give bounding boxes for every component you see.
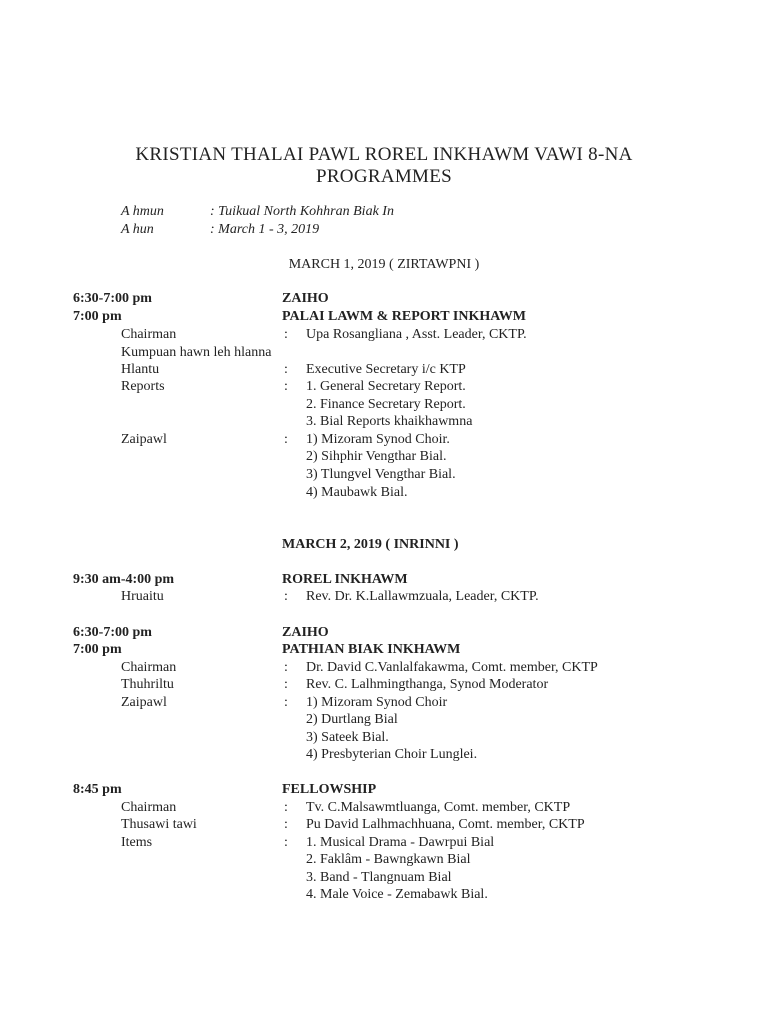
separator: : [284,817,288,832]
chairman-label: Chairman [121,660,177,675]
list-item: 2) Durtlang Bial [306,712,398,727]
separator: : [284,362,288,377]
list-item: 4. Male Voice - Zemabawk Bial. [306,887,488,902]
separator: : [284,660,288,675]
list-item: 3) Sateek Bial. [306,730,389,745]
session-time: 6:30-7:00 pm [73,291,152,306]
list-item: 1) Mizoram Synod Choir. [306,432,450,447]
list-item: 1. Musical Drama - Dawrpui Bial [306,835,495,850]
thuhriltu-label: Thuhriltu [121,677,174,692]
session-time: 9:30 am-4:00 pm [73,572,175,587]
venue-label: A hmun [121,204,164,219]
session-time: 7:00 pm [73,642,122,657]
list-item: 2. Finance Secretary Report. [306,397,466,412]
page-title-line2: PROGRAMMES [315,166,453,187]
list-item: 3) Tlungvel Vengthar Bial. [306,467,456,482]
separator: : [284,432,288,447]
note-text: Kumpuan hawn leh hlanna [121,345,272,360]
session-title: ZAIHO [282,291,329,306]
session-title: PALAI LAWM & REPORT INKHAWM [282,309,526,324]
date-value: : March 1 - 3, 2019 [210,222,320,237]
hruaitu-label: Hruaitu [121,589,164,604]
chairman-value: Upa Rosangliana , Asst. Leader, CKTP. [306,327,527,342]
reports-label: Reports [121,379,165,394]
separator: : [284,677,288,692]
page-title: KRISTIAN THALAI PAWL ROREL INKHAWM VAWI 8-NA [135,144,633,165]
session-time: 7:00 pm [73,309,122,324]
hlantu-value: Executive Secretary i/c KTP [306,362,466,377]
day2-heading: MARCH 2, 2019 ( INRINNI ) [282,537,459,552]
list-item: 1. General Secretary Report. [306,379,466,394]
session-time: 8:45 pm [73,782,122,797]
session-title: PATHIAN BIAK INKHAWM [282,642,461,657]
thusawi-label: Thusawi tawi [121,817,197,832]
thuhriltu-value: Rev. C. Lalhmingthanga, Synod Moderator [306,677,549,692]
session-title: ROREL INKHAWM [282,572,408,587]
zaipawl-label: Zaipawl [121,695,167,710]
list-item: 4) Presbyterian Choir Lunglei. [306,747,478,762]
thusawi-value: Pu David Lalhmachhuana, Comt. member, CKTP [306,817,585,832]
separator: : [284,695,288,710]
list-item: 3. Band - Tlangnuam Bial [306,870,452,885]
chairman-value: Dr. David C.Vanlalfakawma, Comt. member, CKTP [306,660,598,675]
separator: : [284,800,288,815]
chairman-label: Chairman [121,327,177,342]
date-label: A hun [121,222,154,237]
session-title: FELLOWSHIP [282,782,377,797]
hlantu-label: Hlantu [121,362,160,377]
items-label: Items [121,835,153,850]
list-item: 4) Maubawk Bial. [306,485,408,500]
separator: : [284,835,288,850]
list-item: 3. Bial Reports khaikhawmna [306,414,473,429]
chairman-value: Tv. C.Malsawmtluanga, Comt. member, CKTP [306,800,571,815]
list-item: 2) Sihphir Vengthar Bial. [306,449,447,464]
day1-heading: MARCH 1, 2019 ( ZIRTAWPNI ) [288,257,480,272]
separator: : [284,327,288,342]
chairman-label: Chairman [121,800,177,815]
zaipawl-label: Zaipawl [121,432,167,447]
hruaitu-value: Rev. Dr. K.Lallawmzuala, Leader, CKTP. [306,589,539,604]
list-item: 1) Mizoram Synod Choir [306,695,448,710]
session-title: ZAIHO [282,625,329,640]
separator: : [284,379,288,394]
separator: : [284,589,288,604]
session-time: 6:30-7:00 pm [73,625,152,640]
venue-value: : Tuikual North Kohhran Biak In [210,204,394,219]
list-item: 2. Faklâm - Bawngkawn Bial [306,852,471,867]
